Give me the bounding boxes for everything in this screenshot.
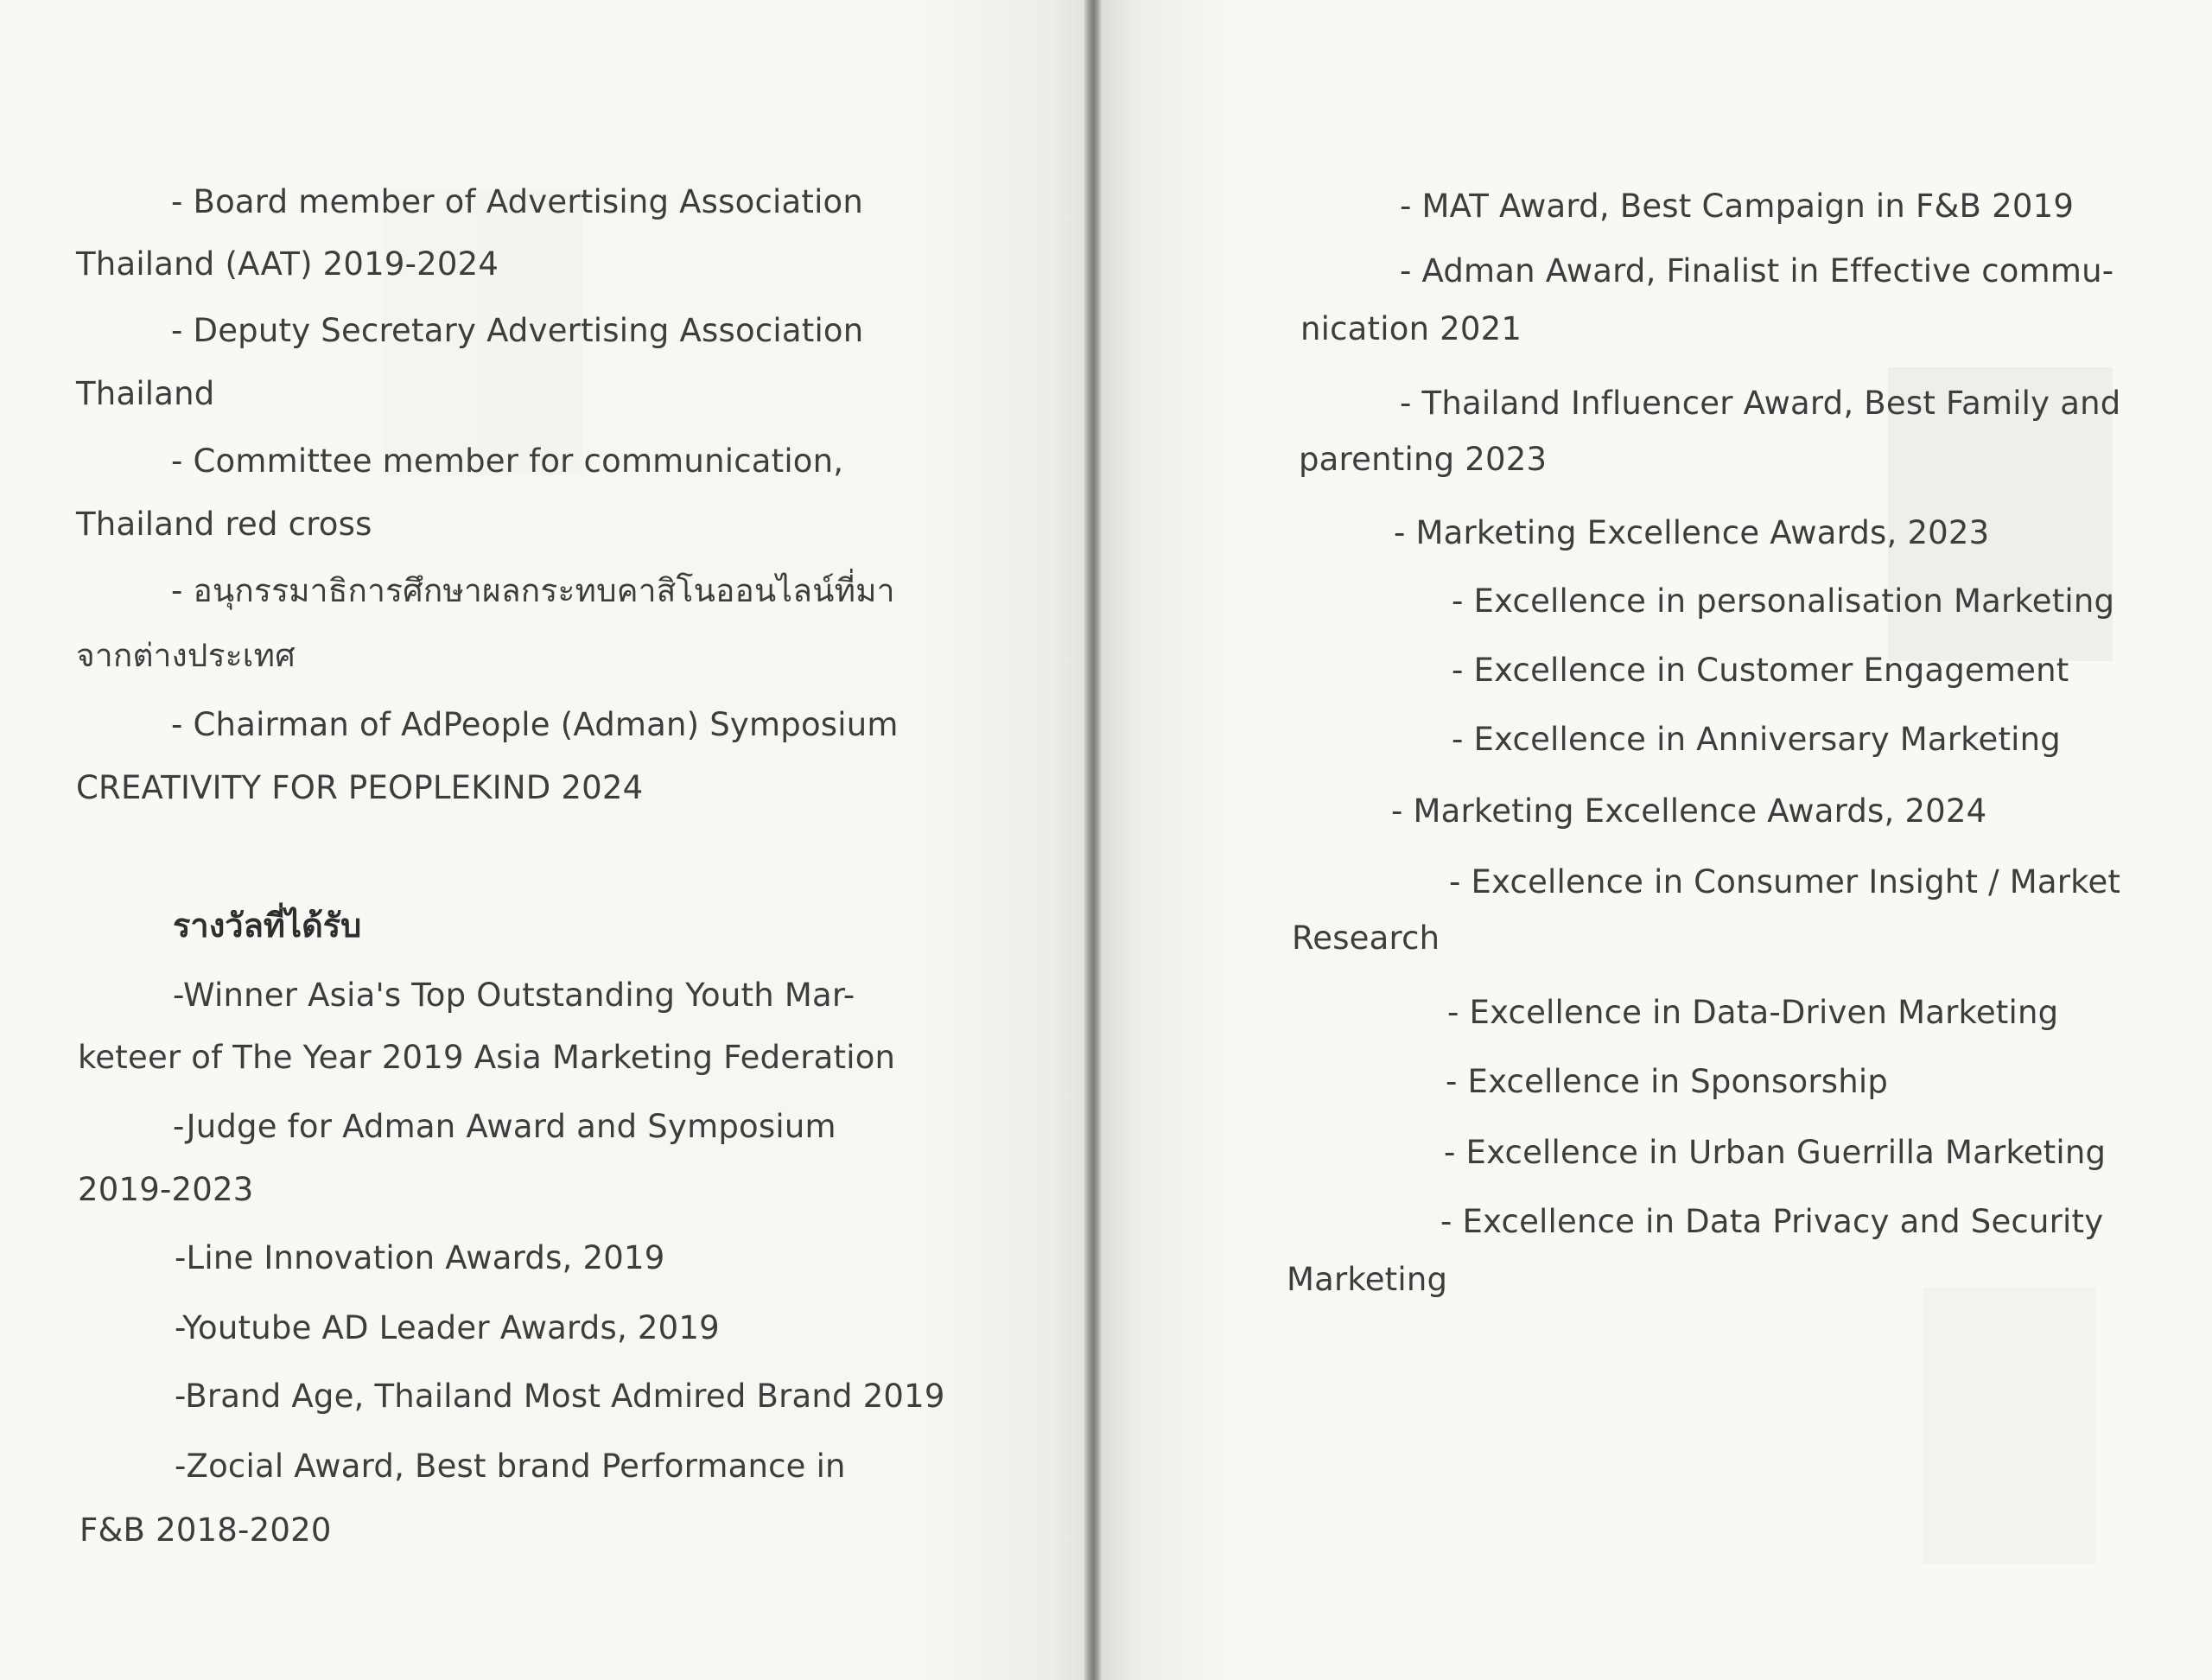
text-line: จากต่างประเทศ	[76, 637, 296, 674]
text-line: Research	[1292, 920, 1440, 957]
left-page	[0, 0, 1084, 1680]
book-gutter	[1084, 0, 1102, 1680]
awards-heading: รางวัลที่ได้รับ	[173, 907, 362, 945]
text-line: 2019-2023	[78, 1171, 254, 1208]
text-line: - Committee member for communication,	[171, 442, 844, 480]
text-line: - Excellence in Consumer Insight / Market	[1449, 863, 2121, 900]
text-line: - Excellence in Sponsorship	[1446, 1063, 1889, 1100]
text-line: - Excellence in Anniversary Marketing	[1452, 721, 2061, 758]
text-line: -Line Innovation Awards, 2019	[175, 1239, 665, 1276]
text-line: - อนุกรรมาธิการศึกษาผลกระทบคาสิโนออนไลน์ที่มา	[171, 572, 895, 609]
text-line: - Board member of Advertising Association	[171, 183, 864, 220]
text-line: Thailand	[76, 375, 215, 412]
text-line: CREATIVITY FOR PEOPLEKIND 2024	[76, 769, 644, 806]
text-line: - Deputy Secretary Advertising Association	[171, 312, 864, 349]
text-line: - Excellence in Data Privacy and Security	[1440, 1203, 2104, 1240]
text-line: -Brand Age, Thailand Most Admired Brand 2019	[175, 1378, 945, 1415]
text-line: - Excellence in Customer Engagement	[1452, 652, 2069, 689]
text-line: -Winner Asia's Top Outstanding Youth Mar-	[173, 977, 855, 1014]
text-line: Thailand (AAT) 2019-2024	[76, 245, 499, 283]
text-line: parenting 2023	[1299, 441, 1548, 478]
show-through-photo	[1923, 1288, 2095, 1564]
text-line: - Excellence in personalisation Marketing	[1452, 582, 2115, 620]
text-line: nication 2021	[1300, 310, 1522, 347]
text-line: Marketing	[1287, 1261, 1448, 1298]
text-line: - Excellence in Data-Driven Marketing	[1447, 994, 2059, 1031]
text-line: Thailand red cross	[76, 506, 372, 543]
text-line: - Adman Award, Finalist in Effective commu-	[1400, 252, 2114, 290]
text-line: - Marketing Excellence Awards, 2023	[1394, 514, 1990, 551]
right-page	[1102, 0, 2212, 1680]
text-line: - Thailand Influencer Award, Best Family and	[1400, 385, 2121, 422]
text-line: - Excellence in Urban Guerrilla Marketing	[1444, 1134, 2107, 1171]
text-line: -Zocial Award, Best brand Performance in	[175, 1448, 846, 1485]
text-line: -Judge for Adman Award and Symposium	[173, 1108, 836, 1145]
text-line: -Youtube AD Leader Awards, 2019	[175, 1309, 720, 1346]
text-line: F&B 2018-2020	[79, 1511, 332, 1549]
text-line: - MAT Award, Best Campaign in F&B 2019	[1400, 188, 2075, 225]
text-line: - Chairman of AdPeople (Adman) Symposium	[171, 706, 899, 743]
text-line: - Marketing Excellence Awards, 2024	[1391, 792, 1987, 830]
text-line: keteer of The Year 2019 Asia Marketing Federation	[78, 1039, 896, 1076]
